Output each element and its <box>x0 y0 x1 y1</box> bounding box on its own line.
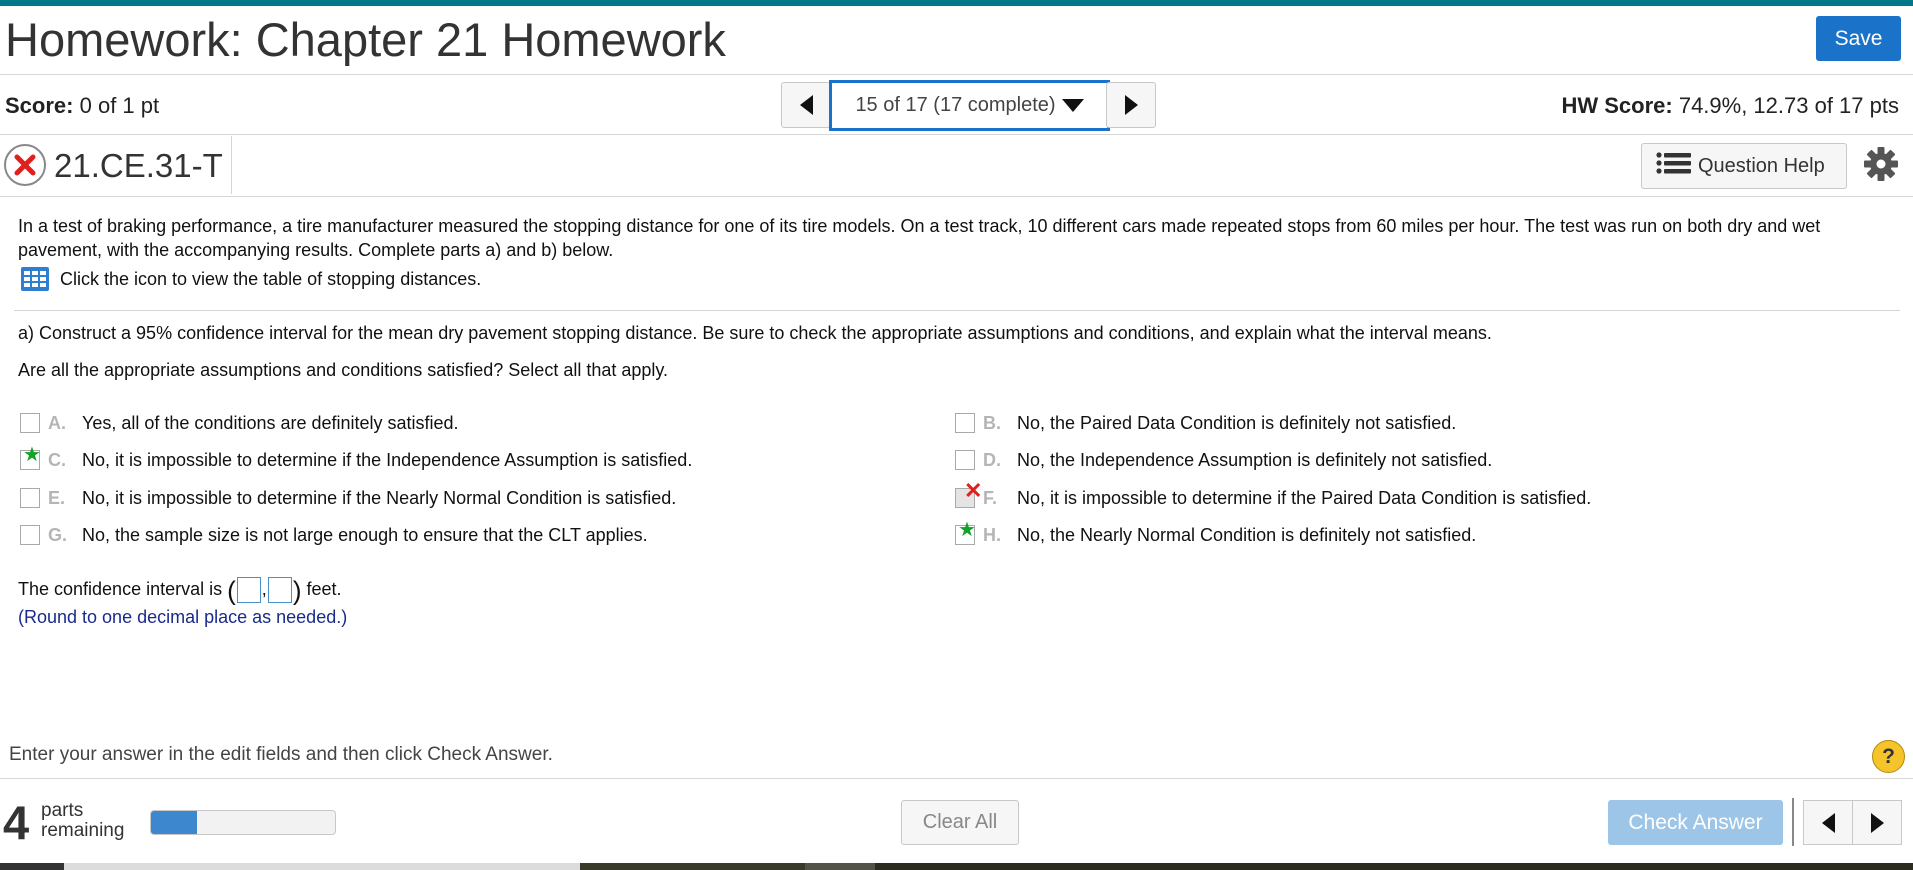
hw-score-value: 74.9%, 12.73 of 17 pts <box>1678 93 1899 118</box>
check-answer-button[interactable]: Check Answer <box>1608 800 1783 845</box>
arrow-left-icon <box>1822 813 1835 833</box>
question-intro: In a test of braking performance, a tire manufacturer measured the stopping distance for one of its tire models. On a test track, 10 different cars made repeated stops from 60 miles per hour. The test was run on both dry and wet pavement, with the accompanying results. Complete parts a) and b) below. <box>18 216 1821 260</box>
option-text: No, it is impossible to determine if the Independence Assumption is satisfied. <box>82 449 693 470</box>
option-letter: H. <box>983 524 1001 545</box>
option-letter: C. <box>48 449 66 470</box>
checkbox[interactable] <box>20 413 40 433</box>
option-text: No, the Independence Assumption is definitely not satisfied. <box>1017 449 1493 470</box>
caret-down-icon <box>1062 99 1084 112</box>
checkbox[interactable] <box>20 444 41 470</box>
option-letter: B. <box>983 412 1001 433</box>
save-button[interactable]: Save <box>1816 16 1901 61</box>
option-c[interactable] <box>20 444 693 473</box>
option-letter: D. <box>983 449 1001 470</box>
previous-question-button[interactable] <box>781 82 831 128</box>
next-part-button[interactable] <box>1852 800 1902 845</box>
help-question-icon[interactable]: ? <box>1872 740 1905 773</box>
option-text: No, it is impossible to determine if the Paired Data Condition is satisfied. <box>1017 487 1592 508</box>
previous-part-button[interactable] <box>1803 800 1853 845</box>
question-help-button[interactable] <box>1641 143 1847 189</box>
page-title: Homework: Chapter 21 Homework <box>5 13 726 66</box>
checkbox[interactable] <box>955 450 975 470</box>
ci-suffix: feet. <box>306 579 342 599</box>
option-e[interactable] <box>20 485 676 511</box>
option-text: No, the Nearly Normal Condition is definitely not satisfied. <box>1017 524 1477 545</box>
score-label: Score: <box>5 93 74 118</box>
option-a[interactable] <box>20 410 459 436</box>
option-text: No, the sample size is not large enough to ensure that the CLT applies. <box>82 524 648 545</box>
question-help-label: Question Help <box>1698 154 1825 177</box>
divider <box>0 196 1913 197</box>
option-g[interactable] <box>20 522 648 548</box>
parts-remaining-label <box>41 801 124 841</box>
divider <box>0 778 1913 779</box>
question-selector[interactable] <box>829 80 1110 131</box>
checkbox[interactable] <box>20 525 40 545</box>
parts-progress-bar <box>150 810 336 835</box>
option-letter: E. <box>48 487 66 508</box>
parts-label-line1: parts <box>41 800 84 821</box>
list-icon <box>1656 152 1692 180</box>
option-f[interactable] <box>955 478 1592 511</box>
ci-comma: , <box>261 579 267 599</box>
checkbox[interactable] <box>955 413 975 433</box>
option-text: No, the Paired Data Condition is definitely not satisfied. <box>1017 412 1457 433</box>
incorrect-x-icon <box>4 144 46 186</box>
next-question-button[interactable] <box>1106 82 1156 128</box>
taskbar-strip <box>0 863 1913 870</box>
parts-label-line2: remaining <box>41 820 125 841</box>
rounding-note: (Round to one decimal place as needed.) <box>18 607 348 627</box>
parts-remaining-count: 4 <box>3 796 30 849</box>
table-grid-icon[interactable] <box>20 266 50 292</box>
question-selector-label: 15 of 17 (17 complete) <box>855 94 1056 116</box>
gear-icon[interactable] <box>1863 146 1899 182</box>
ci-lower-input[interactable] <box>237 577 261 603</box>
arrow-left-icon <box>800 95 813 115</box>
question-prompt: Are all the appropriate assumptions and conditions satisfied? Select all that apply. <box>18 360 669 380</box>
option-text: Yes, all of the conditions are definitely satisfied. <box>82 412 459 433</box>
divider <box>14 310 1900 311</box>
ci-prefix: The confidence interval is <box>18 579 223 599</box>
option-b[interactable] <box>955 410 1456 436</box>
score-display <box>5 93 159 119</box>
divider <box>0 74 1913 75</box>
score-value: 0 of 1 pt <box>79 93 160 118</box>
confidence-interval-line <box>18 575 342 606</box>
question-id: 21.CE.31-T <box>54 147 223 184</box>
option-h[interactable] <box>955 519 1477 548</box>
clear-all-button[interactable]: Clear All <box>901 800 1019 845</box>
ci-open-paren: ( <box>227 575 236 606</box>
correct-star-icon: ★ <box>958 519 976 541</box>
table-link-text[interactable]: Click the icon to view the table of stopping distances. <box>60 269 482 289</box>
status-message: Enter your answer in the edit fields and then click Check Answer. <box>9 744 553 765</box>
arrow-right-icon <box>1871 813 1884 833</box>
option-letter: F. <box>983 487 998 508</box>
ci-upper-input[interactable] <box>268 577 292 603</box>
incorrect-x-mark-icon: ✕ <box>964 478 983 503</box>
option-letter: A. <box>48 412 66 433</box>
top-accent-stripe <box>0 0 1913 6</box>
correct-star-icon: ★ <box>23 444 41 466</box>
divider <box>1792 798 1794 846</box>
checkbox-checked[interactable] <box>955 478 983 508</box>
option-text: No, it is impossible to determine if the Nearly Normal Condition is satisfied. <box>82 487 677 508</box>
hw-score-label: HW Score: <box>1561 93 1673 118</box>
ci-close-paren: ) <box>292 575 302 606</box>
arrow-right-icon <box>1125 95 1138 115</box>
divider <box>0 134 1913 135</box>
hw-score-display <box>1561 93 1899 119</box>
progress-fill <box>151 811 197 834</box>
checkbox[interactable] <box>20 488 40 508</box>
checkbox[interactable] <box>955 519 976 545</box>
option-letter: G. <box>48 524 68 545</box>
option-d[interactable] <box>955 447 1492 473</box>
part-a-instructions: a) Construct a 95% confidence interval for the mean dry pavement stopping distance. Be sure to check the appropriate assumptions and conditions, and explain what the interval means. <box>18 323 1492 343</box>
